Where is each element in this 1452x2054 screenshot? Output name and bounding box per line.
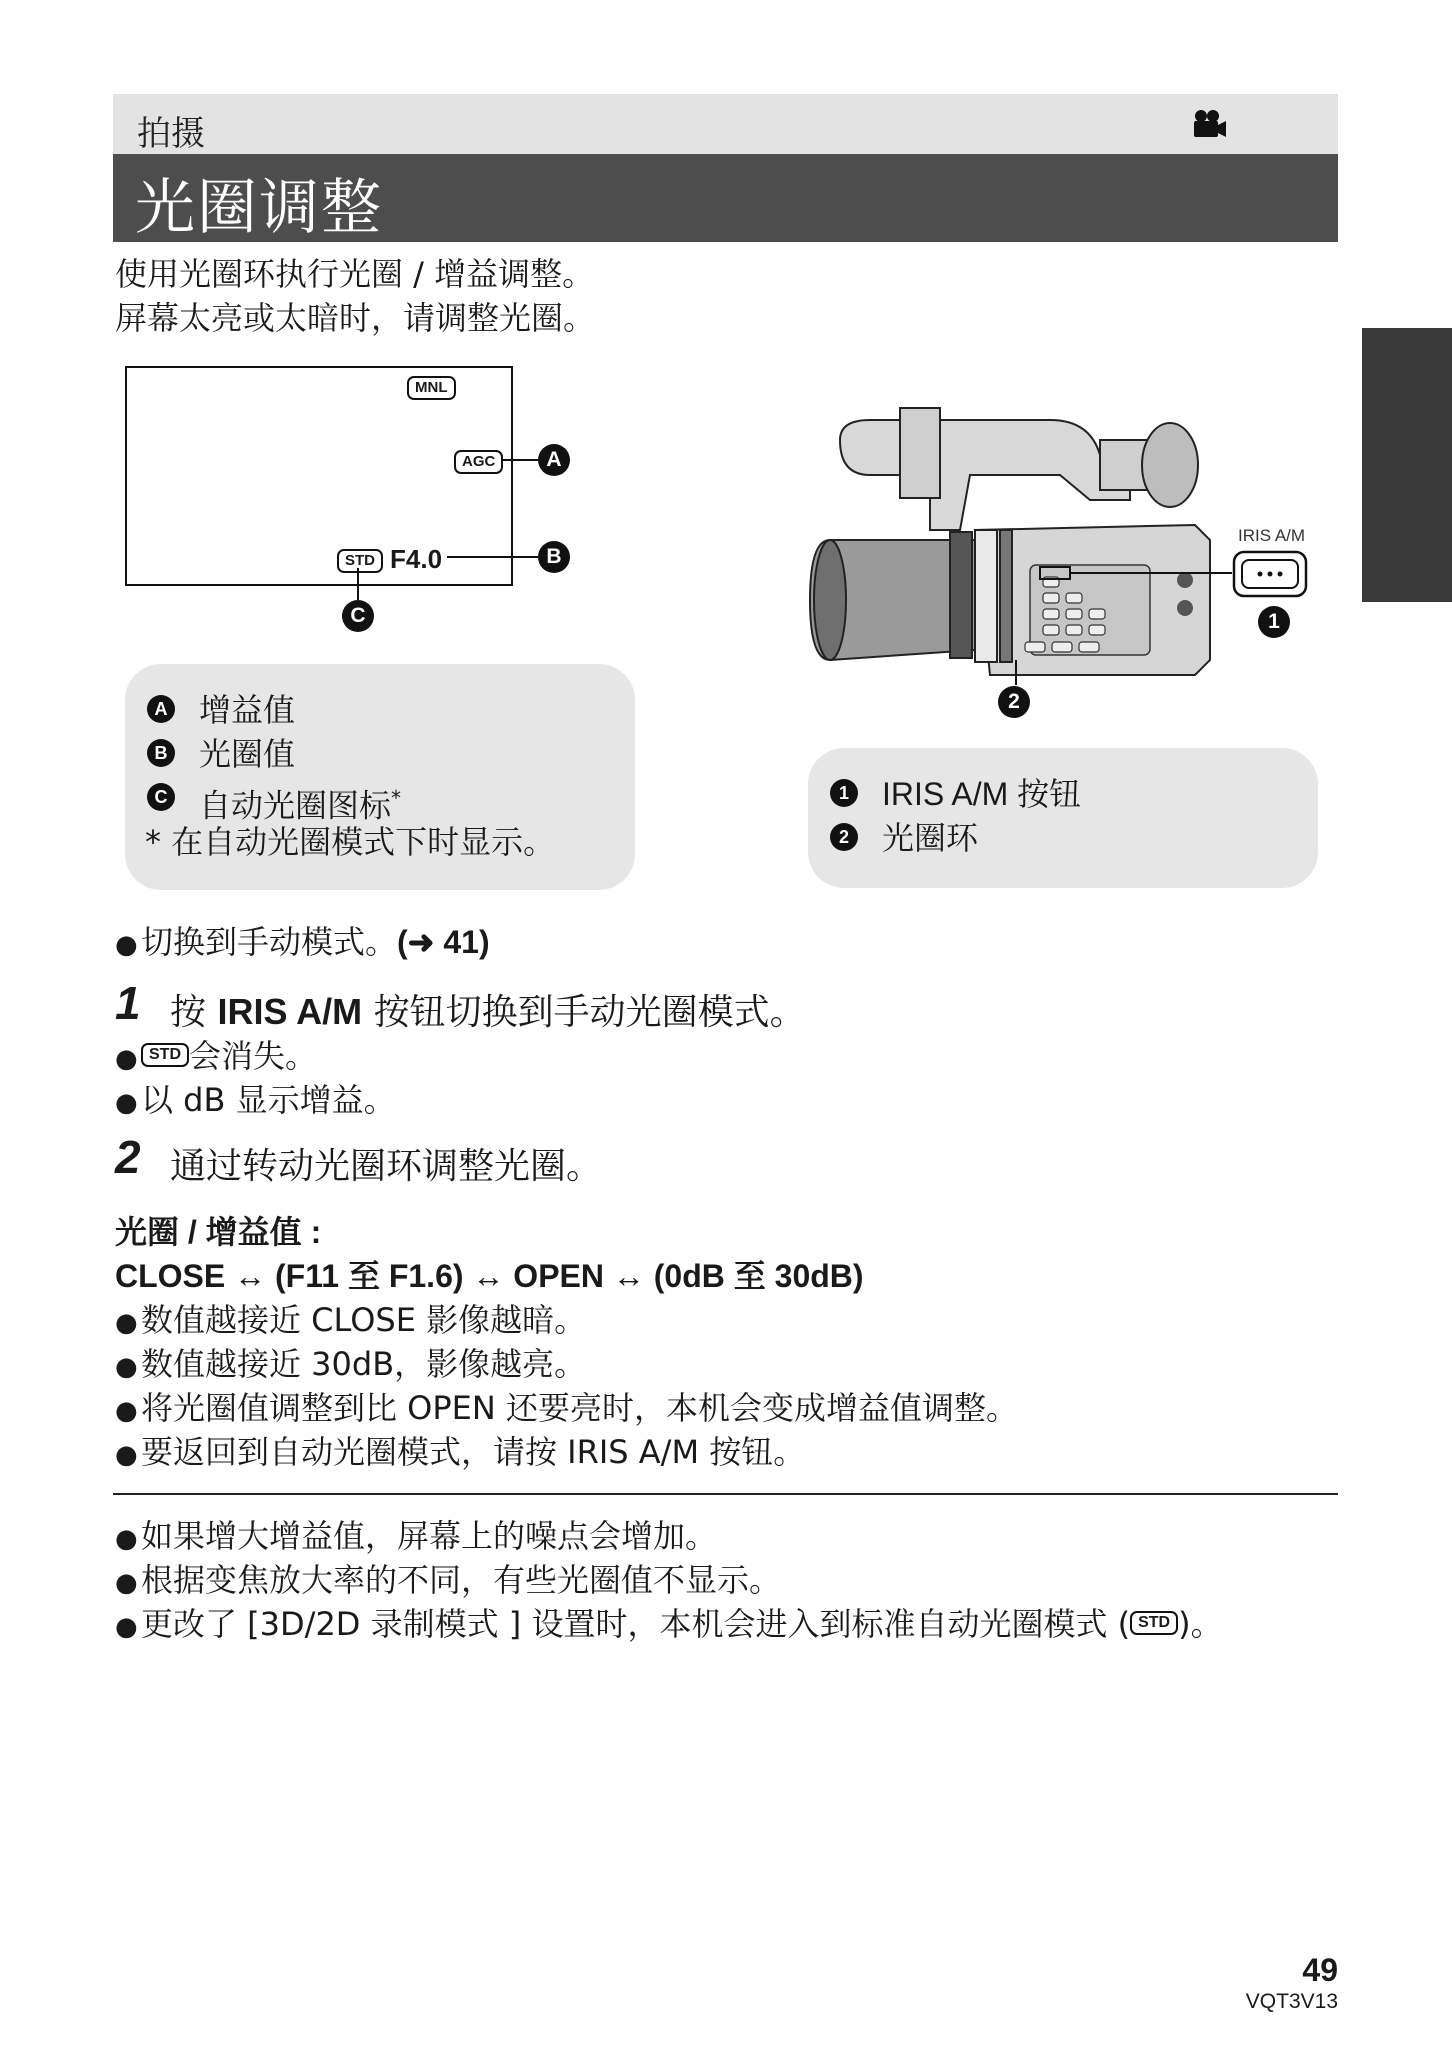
marker-1: 1 (1258, 606, 1290, 638)
legend-marker-a: A (147, 695, 175, 723)
agc-indicator: AGC (454, 450, 503, 474)
step-1-number: 1 (115, 977, 141, 1029)
legend-left (125, 664, 635, 890)
note-1: ● 如果增大增益值，屏幕上的噪点会增加。 (115, 1517, 718, 1555)
pre-step-bullet: ● 切换到手动模式。(➜ 41) (115, 923, 490, 961)
section-label: 拍摄 (137, 114, 205, 154)
mnl-indicator: MNL (407, 376, 456, 400)
std-icon: STD (141, 1043, 189, 1067)
marker-b: B (538, 541, 570, 573)
page-reference: (➜ 41) (397, 924, 490, 960)
std-icon-note: STD (1130, 1611, 1178, 1635)
document-code: VQT3V13 (1245, 1990, 1338, 2013)
step-1-button-name: IRIS A/M (217, 991, 363, 1032)
pre-step-text: 切换到手动模式。 (141, 923, 398, 961)
step-1-post: 按钮切换到手动光圈模式。 (362, 992, 806, 1033)
range-bullet-4-text: 要返回到自动光圈模式，请按 IRIS A/M 按钮。 (141, 1433, 806, 1471)
note-3-pre: 更改了 [3D/2D 录制模式 ] 设置时，本机会进入到标准自动光圈模式 ( (141, 1605, 1131, 1643)
range-sequence: CLOSE ↔ (F11 至 F1.6) ↔ OPEN ↔ (0dB 至 30dB) (115, 1258, 864, 1294)
divider (113, 1493, 1338, 1495)
intro-line-1: 使用光圈环执行光圈 / 增益调整。 (115, 255, 595, 293)
range-bullet-2-text: 数值越接近 30dB，影像越亮。 (141, 1345, 587, 1383)
note-2-text: 根据变焦放大率的不同，有些光圈值不显示。 (141, 1561, 782, 1599)
legend-text-a: 增益值 (199, 691, 296, 729)
f-value: F4.0 (390, 544, 443, 574)
step-1-bullet-2: ● 以 dB 显示增益。 (115, 1081, 396, 1119)
range-bullet-2: ● 数值越接近 30dB，影像越亮。 (115, 1345, 587, 1383)
step-2-number: 2 (115, 1131, 141, 1183)
range-heading: 光圈 / 增益值 : (115, 1214, 322, 1250)
note-3: ● 更改了 [3D/2D 录制模式 ] 设置时，本机会进入到标准自动光圈模式 ( STD )。 (115, 1605, 1223, 1643)
step-1-bullet-1-text: 会消失。 (189, 1037, 318, 1075)
step-1-bullet-1: ● STD 会消失。 (115, 1037, 318, 1075)
legend-text-1: IRIS A/M 按钮 (882, 776, 1082, 812)
note-1-text: 如果增大增益值，屏幕上的噪点会增加。 (141, 1517, 718, 1555)
range-bullet-1-text: 数值越接近 CLOSE 影像越暗。 (141, 1301, 587, 1339)
footnote-mark: * (391, 786, 402, 810)
legend-footnote: * 在自动光圈模式下时显示。 (145, 823, 556, 861)
legend-marker-1: 1 (830, 779, 858, 807)
legend-text-c: 自动光圈图标 (199, 786, 392, 825)
note-2: ● 根据变焦放大率的不同，有些光圈值不显示。 (115, 1561, 782, 1599)
page-number: 49 (1302, 1952, 1338, 1988)
range-bullet-4: ● 要返回到自动光圈模式，请按 IRIS A/M 按钮。 (115, 1433, 806, 1471)
legend-text-2: 光圈环 (882, 819, 979, 857)
page-title: 光圈调整 (135, 173, 383, 243)
iris-am-label: IRIS A/M (1238, 526, 1306, 545)
std-indicator: STD (337, 549, 383, 573)
legend-marker-c: C (147, 783, 175, 811)
iris-am-button-icon (1232, 550, 1308, 598)
range-bullet-3: ● 将光圈值调整到比 OPEN 还要亮时，本机会变成增益值调整。 (115, 1389, 1018, 1427)
intro-line-2: 屏幕太亮或太暗时，请调整光圈。 (115, 299, 596, 337)
legend-right (808, 748, 1318, 888)
marker-2: 2 (998, 686, 1030, 718)
step-1-text (170, 984, 806, 1035)
step-1-bullet-2-text: 以 dB 显示增益。 (141, 1081, 396, 1119)
marker-c: C (342, 600, 374, 632)
step-2-text: 通过转动光圈环调整光圈。 (170, 1146, 603, 1187)
legend-marker-b: B (147, 739, 175, 767)
legend-marker-2: 2 (830, 823, 858, 851)
range-bullet-3-text: 将光圈值调整到比 OPEN 还要亮时，本机会变成增益值调整。 (141, 1389, 1018, 1427)
range-bullet-1: ● 数值越接近 CLOSE 影像越暗。 (115, 1301, 587, 1339)
legend-text-b: 光圈值 (199, 735, 296, 773)
step-1-pre: 按 (170, 992, 218, 1033)
marker-a: A (538, 444, 570, 476)
note-3-post: )。 (1178, 1605, 1223, 1643)
